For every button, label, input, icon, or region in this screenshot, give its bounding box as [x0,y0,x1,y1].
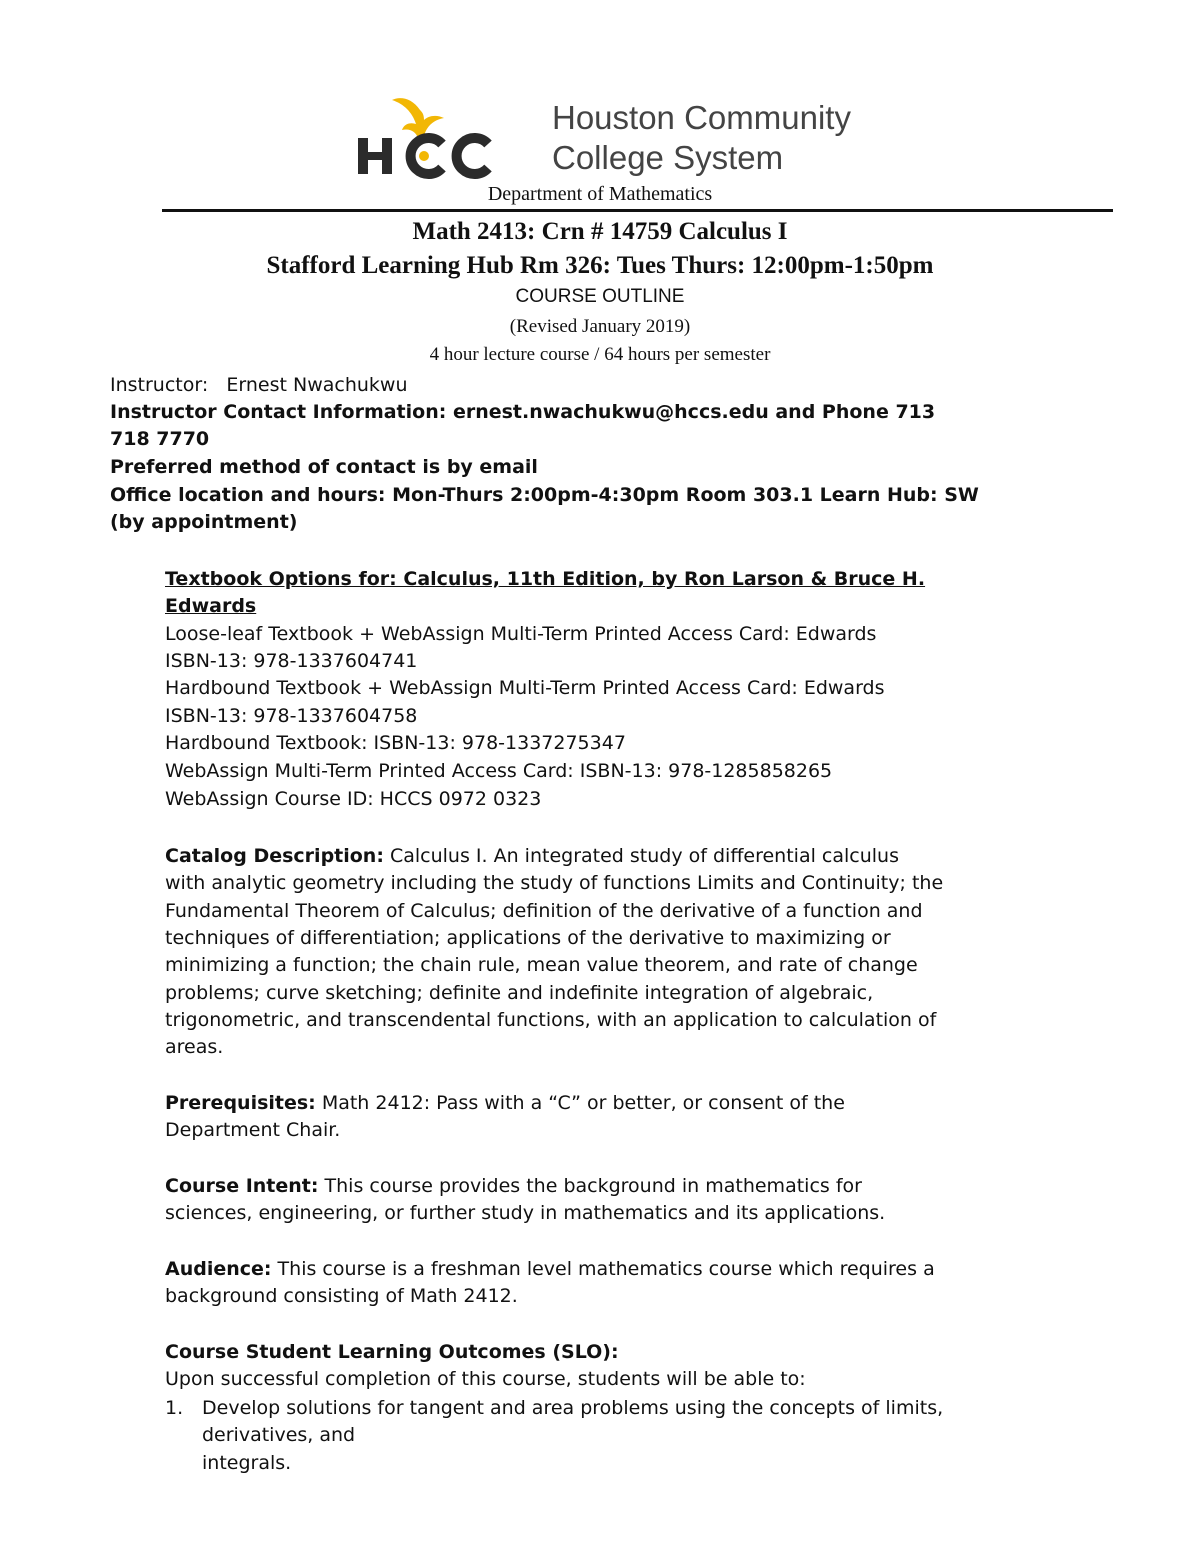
instructor-contact-line1: Instructor Contact Information: ernest.nwachukwu@hccs.edu and Phone 713 [110,401,936,423]
slo-item-text: derivatives, and [202,1424,356,1446]
course-intent-line: sciences, engineering, or further study in mathematics and its applications. [165,1202,886,1224]
course-outline-label: COURSE OUTLINE [515,286,685,307]
college-name-line1: Houston Community [552,99,851,136]
audience-label: Audience: [165,1258,272,1280]
catalog-description-line: minimizing a function; the chain rule, mean value theorem, and rate of change [165,954,918,976]
textbook-heading-line2: Edwards [165,595,257,617]
office-hours-line1: Office location and hours: Mon-Thurs 2:00pm-4:30pm Room 303.1 Learn Hub: SW [110,484,979,506]
instructor-name: Ernest Nwachukwu [226,374,408,396]
prerequisites-line [165,1090,845,1118]
course-location-time: Stafford Learning Hub Rm 326: Tues Thurs: 12:00pm-1:50pm [266,252,934,279]
catalog-description-label: Catalog Description: [165,845,384,867]
prerequisites-label: Prerequisites: [165,1092,316,1114]
catalog-description-line: problems; curve sketching; definite and indefinite integration of algebraic, [165,982,874,1004]
prerequisites-text: Math 2412: Pass with a “C” or better, or consent of the [315,1092,845,1114]
textbook-option: WebAssign Multi-Term Printed Access Card: ISBN-13: 978-1285858265 [165,760,833,782]
college-logo [352,96,882,186]
catalog-description-line: techniques of differentiation; applications of the derivative to maximizing or [165,927,891,949]
course-intent-label: Course Intent: [165,1175,319,1197]
header-divider [162,209,1113,212]
college-name-line2: College System [552,139,784,176]
slo-intro: Upon successful completion of this course, students will be able to: [165,1368,806,1390]
revised-date: (Revised January 2019) [509,316,691,337]
course-title: Math 2413: Crn # 14759 Calculus I [412,218,788,245]
office-hours-line2: (by appointment) [110,511,298,533]
slo-item-text: Develop solutions for tangent and area problems using the concepts of limits, [202,1397,944,1419]
preferred-contact: Preferred method of contact is by email [110,456,538,478]
college-name [552,98,851,178]
course-intent-text: This course provides the background in mathematics for [318,1175,862,1197]
audience-text: This course is a freshman level mathematics course which requires a [271,1258,935,1280]
course-hours: 4 hour lecture course / 64 hours per semester [429,344,771,365]
instructor-line [110,372,408,400]
course-intent-line [165,1173,862,1201]
slo-heading: Course Student Learning Outcomes (SLO): [165,1341,619,1363]
textbook-option: ISBN-13: 978-1337604758 [165,705,418,727]
textbook-option: Loose-leaf Textbook + WebAssign Multi-Term Printed Access Card: Edwards [165,623,877,645]
catalog-description-line: areas. [165,1036,224,1058]
audience-line: background consisting of Math 2412. [165,1285,518,1307]
hcc-bird-logo-icon [352,96,492,186]
catalog-description-line: with analytic geometry including the study of functions Limits and Continuity; the [165,872,944,894]
slo-item-number: 1. [165,1397,184,1419]
instructor-label: Instructor: [110,374,209,396]
catalog-description-line: Fundamental Theorem of Calculus; definition of the derivative of a function and [165,900,923,922]
prerequisites-line: Department Chair. [165,1119,341,1141]
department-name: Department of Mathematics [487,183,713,205]
textbook-option: ISBN-13: 978-1337604741 [165,650,418,672]
catalog-description-line: trigonometric, and transcendental functions, with an application to calculation of [165,1009,937,1031]
audience-line [165,1256,935,1284]
webassign-course-id: WebAssign Course ID: HCCS 0972 0323 [165,788,542,810]
instructor-contact-line2: 718 7770 [110,428,210,450]
textbook-option: Hardbound Textbook: ISBN-13: 978-1337275347 [165,732,626,754]
textbook-heading-line1: Textbook Options for: Calculus, 11th Edition, by Ron Larson & Bruce H. [165,568,926,590]
textbook-option: Hardbound Textbook + WebAssign Multi-Term Printed Access Card: Edwards [165,677,885,699]
slo-item-text: integrals. [202,1452,292,1474]
catalog-description-text: Calculus I. An integrated study of differential calculus [383,845,899,867]
catalog-description-line [165,843,899,871]
